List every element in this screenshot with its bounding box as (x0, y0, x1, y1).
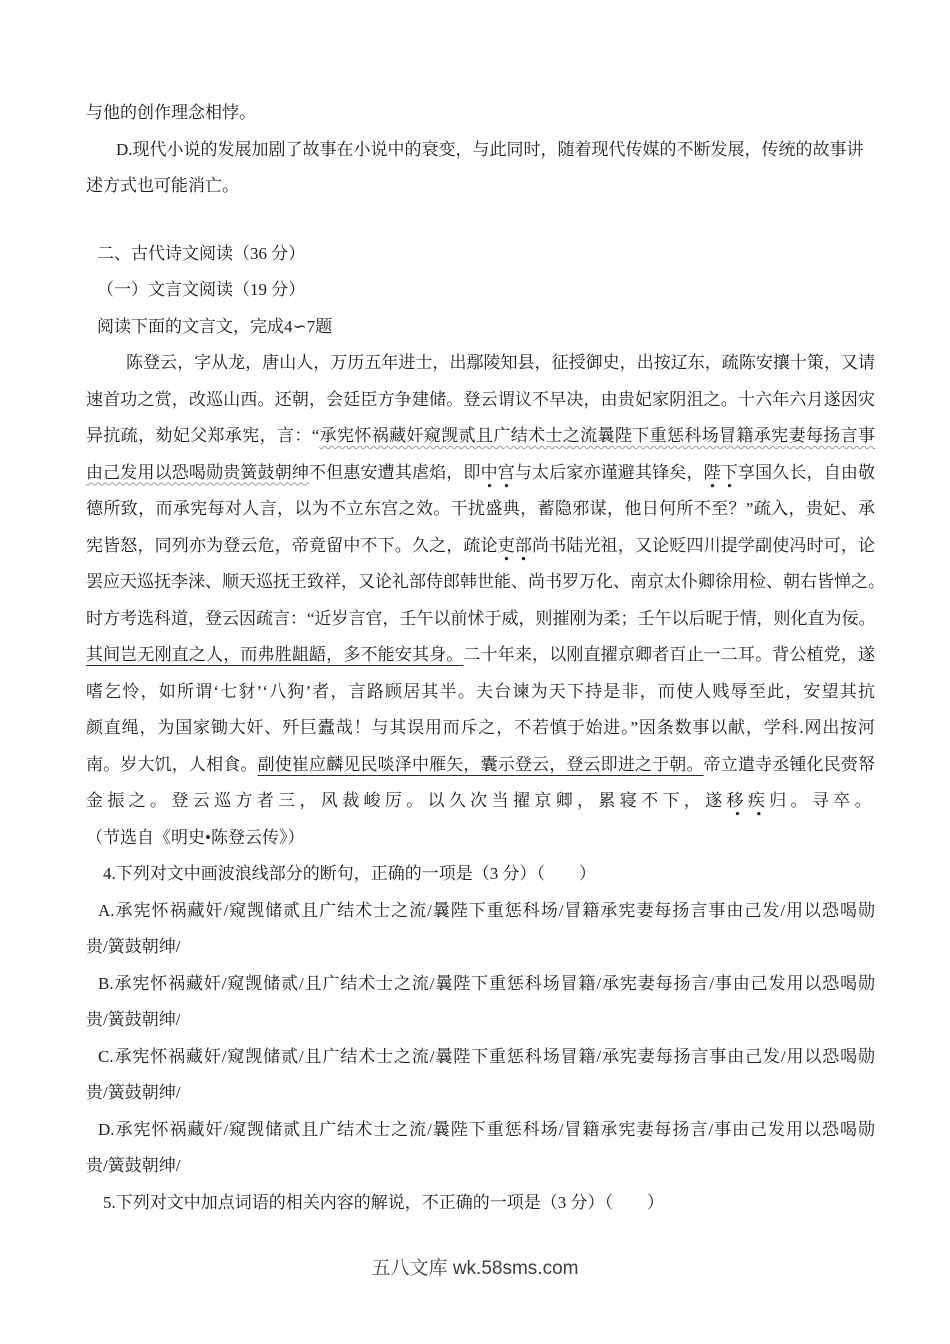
text-line (86, 783, 875, 820)
text-line (86, 345, 875, 382)
plain-text: （一）文言文阅读（19 分） (97, 280, 306, 299)
plain-text: D.现代小说的发展加剧了故事在小说中的衰变，与此同时，随着现代传媒的不断发展，传统的故事讲 (116, 139, 864, 159)
plain-text: 与他的创作理念相悖。 (86, 103, 256, 122)
text-line (86, 382, 875, 419)
text-line (86, 95, 875, 132)
plain-text: 宪皆怒，同列亦为登云危，帝竟留中不下。久之，疏论 (86, 535, 498, 555)
text-line (86, 1002, 875, 1039)
plain-text: 贵/簧鼓朝绅/ (86, 1156, 181, 1175)
text-line (86, 966, 875, 1003)
plain-text: A.承宪怀祸藏奸/窥觊储贰且广结术士之流/曩陛下重惩科场/冒籍承宪妻每扬言事由己发/用以恐喝勋 (98, 900, 875, 920)
wavy-underline-text: 由己发用以恐喝勋贵簧鼓朝绅 (86, 462, 310, 482)
emphasis-dot-text: 中宫 (481, 463, 515, 489)
text-line (86, 236, 875, 273)
plain-text: 嗜乞怜，如所谓‘七豺’‘八狗’者，言路顾居其半。夫台谏为天下持是非，而使人贱辱至此，安望其抗 (86, 681, 875, 701)
plain-text: 二、古代诗文阅读（36 分） (97, 243, 306, 263)
footer-library-name: 五八文库 (371, 1258, 448, 1279)
plain-text: 与太后家亦谨避其锋矣， (514, 462, 704, 482)
text-line (86, 820, 875, 857)
text-line (86, 491, 875, 528)
text-line (86, 132, 875, 169)
plain-text: 述方式也可能消亡。 (86, 176, 239, 195)
text-line (86, 528, 875, 565)
footer-site-url: wk.58sms.com (452, 1258, 579, 1279)
text-line (86, 272, 875, 309)
text-line (86, 856, 875, 893)
text-line (86, 601, 875, 638)
plain-text: B.承宪怀祸藏奸/窥觊储贰/且广结术士之流/曩陛下重惩科场冒籍/承宪妻每扬言/事由己发用以恐喝勋 (98, 973, 875, 993)
text-line (86, 1148, 875, 1185)
text-line (86, 309, 875, 346)
plain-text: 不但惠安遭其虐焰，即 (309, 462, 481, 482)
plain-text: 陈登云，字从龙，唐山人，万历五年进士，出鄢陵知县，征授御史，出按辽东，疏陈安攘十策，又请 (126, 353, 875, 372)
page-footer (0, 1253, 950, 1280)
text-line (86, 1112, 875, 1149)
plain-text: 颜直绳，为国家锄大奸、歼巨蠹哉！与其误用而斥之，不若慎于始进。”因条数事以献，学科.网出按河 (86, 718, 875, 737)
plain-text: 罢应天巡抚李涞、顺天巡抚王致祥，又论礼部侍郎韩世能、尚书罗万化、南京太仆卿徐用检、朝右皆惮之。 (86, 572, 885, 591)
plain-text: 南。岁大饥，人相食。 (86, 754, 258, 774)
text-line (86, 1185, 875, 1222)
plain-text: 贵/簧鼓朝绅/ (86, 1010, 181, 1029)
text-line (86, 674, 875, 711)
text-line (86, 1075, 875, 1112)
plain-text: 5.下列对文中加点词语的相关内容的解说，不正确的一项是（3 分）（ ） (103, 1192, 664, 1212)
plain-text: 享国久长，自由敬 (737, 462, 876, 482)
plain-text: 尚书陆光祖，又论贬四川提学副使冯时可，论 (532, 535, 876, 555)
plain-text: 异抗疏，劾妃父郑承宪，言：“ (86, 426, 320, 445)
underline-text: 副使崔应麟见民啖泽中雁矢，囊示登云，登云即进之于朝。 (257, 754, 704, 774)
plain-text: 贵/簧鼓朝绅/ (86, 937, 181, 956)
text-line (86, 747, 875, 784)
plain-text: C.承宪怀祸藏奸/窥觊储贰/且广结术士之流/曩陛下重惩科场冒籍/承宪妻每扬言事由己发/用以恐喝勋 (98, 1046, 875, 1066)
emphasis-dot-text: 移疾 (727, 791, 770, 817)
plain-text: 金振之。登云巡方者三，风裁峻厉。以久次当擢京卿，累寝不下，遂 (86, 791, 727, 810)
plain-text: 4.下列对文中画波浪线部分的断句，正确的一项是（3 分）（ ） (103, 864, 596, 883)
document-body (86, 95, 885, 1221)
text-line (86, 929, 875, 966)
text-line (86, 1039, 875, 1076)
plain-text: 贵/簧鼓朝绅/ (86, 1083, 181, 1102)
text-line (86, 637, 875, 674)
plain-text: （节选自《明史•陈登云传》） (86, 827, 305, 847)
text-line (86, 418, 875, 455)
plain-text: D.承宪怀祸藏奸/窥觊储贰且广结术士之流/曩陛下重惩科场/冒籍承宪妻每扬言/事由己发用以恐喝勋 (98, 1119, 875, 1139)
plain-text: 二十年来，以刚直擢京卿者百止一二耳。背公植党，遂 (463, 645, 875, 664)
plain-text: 德所致，而承宪每对人言，以为不立东宫之效。干扰盛典，蓄隐邪谋，他日何所不至？”疏入，贵妃、承 (86, 499, 875, 518)
plain-text: 帝立遣寺丞锺化民赍帑 (703, 754, 876, 774)
text-line (86, 710, 875, 747)
plain-text: 速首功之赏，改巡山西。还朝，会廷臣方争建储。登云谓议不早决，由贵妃家阴沮之。十六年六月遂因灾 (86, 389, 875, 409)
text-line (86, 168, 875, 205)
plain-text: 时方考选科道，登云因疏言：“近岁言官，壬午以前怵于威，则摧刚为柔；壬午以后昵于情，则化直为佞。 (86, 608, 876, 628)
emphasis-dot-text: 吏部 (498, 536, 532, 562)
underline-text: 其间岂无刚直之人，而弗胜龃龉，多不能安其身。 (86, 645, 464, 664)
text-line (86, 893, 875, 930)
emphasis-dot-text: 陛下 (704, 463, 738, 489)
plain-text: 归。寻卒。 (769, 791, 876, 810)
text-line (86, 564, 885, 601)
plain-text: 阅读下面的文言文，完成4∽7题 (97, 316, 333, 336)
wavy-underline-text: 承宪怀祸藏奸窥觊贰且广结术士之流曩陛下重惩科场冒籍承宪妻每扬言事 (319, 426, 876, 445)
text-line (86, 455, 875, 492)
